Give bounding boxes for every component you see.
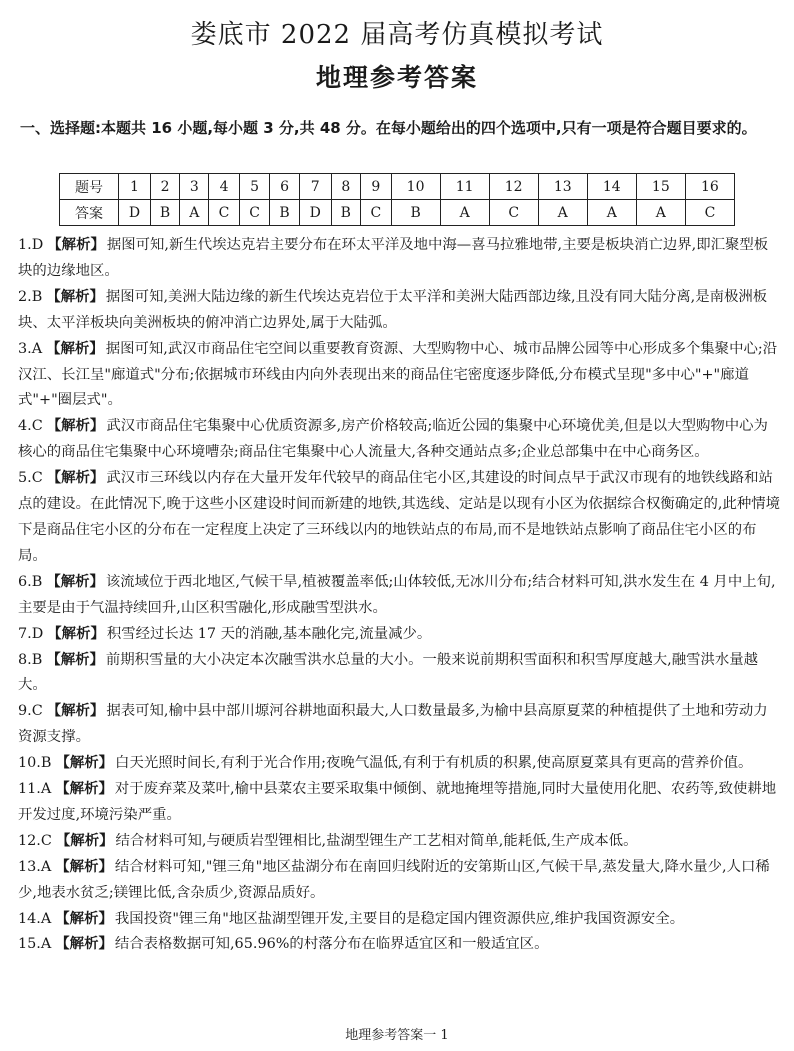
item-text: 据图可知,武汉市商品住宅空间以重要教育资源、大型购物中心、城市品牌公园等中心形成多个集聚中心;沿汉江、长江呈"廊道式"分布;依据城市环线由内向外表现出来的商品住宅密度逐步降低,分布模式呈现"多中心"+"廊道式"+"圈层式"。 <box>18 340 778 409</box>
answer-table <box>59 173 735 226</box>
question-number: 3 <box>180 174 209 200</box>
analysis-tag: 【解析】 <box>47 625 105 642</box>
item-text: 该流域位于西北地区,气候干旱,植被覆盖率低;山体较低,无冰川分布;结合材料可知,洪水发生在 4 月中上旬,主要是由于气温持续回升,山区积雪融化,形成融雪型洪水。 <box>18 573 776 616</box>
analysis-tag: 【解析】 <box>55 858 113 875</box>
explanation-item <box>18 570 782 622</box>
analysis-tag: 【解析】 <box>55 936 113 953</box>
answer-cell: D <box>119 200 151 226</box>
question-number: 5 <box>239 174 270 200</box>
analysis-tag: 【解析】 <box>55 832 114 849</box>
item-text: 武汉市三环线以内存在大量开发年代较早的商品住宅小区,其建设的时间点早于武汉市现有的地铁线路和站点的建设。在此情况下,晚于这些小区建设时间而新建的地铁,其选线、定站是以现有小区为依据综合权衡确定的,此种情境下是商品住宅小区的分布在一定程度上决定了三环线以内的地铁站点的布局,而不是地铁站点影响了商品住宅小区的布局。 <box>18 470 781 564</box>
explanation-item <box>18 777 782 829</box>
item-answer: 3.A <box>18 340 43 357</box>
answer-key-title: 地理参考答案 <box>315 63 478 92</box>
item-text: 据表可知,榆中县中部川塬河谷耕地面积最大,人口数量最多,为榆中县高原夏菜的种植提供了土地和劳动力资源支撑。 <box>18 703 768 746</box>
item-answer: 8.B <box>18 651 43 668</box>
row-label-question: 题号 <box>60 174 119 200</box>
item-text: 据图可知,美洲大陆边缘的新生代埃达克岩位于太平洋和美洲大陆西部边缘,且没有同大陆分离,是南极洲板块、太平洋板块向美洲板块的俯冲消亡边界处,属于大陆弧。 <box>18 288 768 331</box>
question-number-row <box>60 174 735 200</box>
question-number: 14 <box>587 174 636 200</box>
explanation-item <box>18 233 782 285</box>
answer-cell: B <box>150 200 179 226</box>
item-text: 积雪经过长达 17 天的消融,基本融化完,流量减少。 <box>106 625 432 642</box>
answer-cell: B <box>270 200 299 226</box>
section-instruction: 一、选择题:本题共 16 小题,每小题 3 分,共 48 分。在每小题给出的四个选项中,只有一项是符合题目要求的。 <box>20 119 757 137</box>
item-text: 武汉市商品住宅集聚中心优质资源多,房产价格较高;临近公园的集聚中心环境优美,但是以大型购物中心为核心的商品住宅集聚中心环境嘈杂;商品住宅集聚中心人流量大,各种交通站点多;企业总部集中在中心商务区。 <box>18 418 768 461</box>
item-answer: 1.D <box>18 237 44 253</box>
item-text: 据图可知,新生代埃达克岩主要分布在环太平洋及地中海—喜马拉雅地带,主要是板块消亡边界,即汇聚型板块的边缘地区。 <box>18 237 769 279</box>
explanation-item <box>18 699 782 751</box>
item-answer: 2.B <box>18 288 43 305</box>
item-answer: 7.D <box>18 625 44 642</box>
analysis-tag: 【解析】 <box>46 703 105 720</box>
item-text: 结合材料可知,"锂三角"地区盐湖分布在南回归线附近的安第斯山区,气候干旱,蒸发量大,降水量少,人口稀少,地表水贫乏;镁锂比低,含杂质少,资源品质好。 <box>18 858 770 901</box>
question-number: 2 <box>150 174 179 200</box>
question-number: 13 <box>538 174 587 200</box>
analysis-tag: 【解析】 <box>46 288 104 305</box>
question-number: 12 <box>489 174 538 200</box>
item-answer: 13.A <box>18 858 52 875</box>
answer-cell: A <box>587 200 636 226</box>
item-text: 结合材料可知,与硬质岩型锂相比,盐湖型锂生产工艺相对简单,能耗低,生产成本低。 <box>115 832 638 849</box>
item-answer: 4.C <box>18 418 43 435</box>
question-number: 16 <box>685 174 734 200</box>
explanation-item <box>18 466 782 570</box>
explanation-list <box>18 233 782 958</box>
question-number: 11 <box>440 174 489 200</box>
analysis-tag: 【解析】 <box>46 340 104 357</box>
analysis-tag: 【解析】 <box>46 573 104 590</box>
item-answer: 14.A <box>18 910 52 927</box>
answer-cell: A <box>440 200 489 226</box>
question-number: 4 <box>209 174 240 200</box>
item-text: 白天光照时间长,有利于光合作用;夜晚气温低,有利于有机质的积累,使高原夏菜具有更高的营养价值。 <box>115 755 753 772</box>
answer-cell: C <box>209 200 240 226</box>
analysis-tag: 【解析】 <box>55 910 113 927</box>
answer-cell: C <box>489 200 538 226</box>
answer-cell: A <box>538 200 587 226</box>
analysis-tag: 【解析】 <box>55 781 113 798</box>
exam-title: 娄底市 2022 届高考仿真模拟考试 <box>190 20 604 50</box>
item-text: 对于废弃菜及菜叶,榆中县菜农主要采取集中倾倒、就地掩埋等措施,同时大量使用化肥、农药等,致使耕地开发过度,环境污染严重。 <box>18 781 777 823</box>
item-answer: 10.B <box>18 755 52 772</box>
item-answer: 5.C <box>18 470 43 487</box>
explanation-item <box>18 337 782 415</box>
analysis-tag: 【解析】 <box>46 651 104 668</box>
item-text: 前期积雪量的大小决定本次融雪洪水总量的大小。一般来说前期积雪面积和积雪厚度越大,融雪洪水量越大。 <box>18 651 759 694</box>
question-number: 10 <box>391 174 440 200</box>
item-text: 结合表格数据可知,65.96%的村落分布在临界适宜区和一般适宜区。 <box>114 936 549 953</box>
answer-cell: A <box>180 200 209 226</box>
explanation-item <box>18 829 782 855</box>
explanation-item <box>18 907 782 933</box>
question-number: 7 <box>299 174 331 200</box>
question-number: 1 <box>119 174 151 200</box>
item-text: 我国投资"锂三角"地区盐湖型锂开发,主要目的是稳定国内锂资源供应,维护我国资源安全。 <box>114 910 685 927</box>
item-answer: 12.C <box>18 832 52 849</box>
answer-cell: D <box>299 200 331 226</box>
page-footer: 地理参考答案一 1 <box>345 1028 449 1043</box>
explanation-item <box>18 285 782 337</box>
item-answer: 11.A <box>18 781 52 798</box>
question-number: 8 <box>331 174 360 200</box>
answer-cell: C <box>361 200 392 226</box>
answer-cell: C <box>239 200 270 226</box>
question-number: 15 <box>636 174 685 200</box>
analysis-tag: 【解析】 <box>46 470 105 487</box>
answer-cell: A <box>636 200 685 226</box>
explanation-item <box>18 648 782 700</box>
explanation-item <box>18 751 782 777</box>
item-answer: 9.C <box>18 703 43 720</box>
question-number: 9 <box>361 174 392 200</box>
item-answer: 6.B <box>18 573 43 590</box>
explanation-item <box>18 932 782 958</box>
analysis-tag: 【解析】 <box>55 755 114 772</box>
row-label-answer: 答案 <box>60 200 119 226</box>
explanation-item <box>18 414 782 466</box>
answer-cell: C <box>685 200 734 226</box>
question-number: 6 <box>270 174 299 200</box>
analysis-tag: 【解析】 <box>46 418 105 435</box>
explanation-item <box>18 622 782 648</box>
analysis-tag: 【解析】 <box>47 237 105 253</box>
explanation-item <box>18 855 782 907</box>
answer-cell: B <box>331 200 360 226</box>
answer-row <box>60 200 735 226</box>
answer-cell: B <box>391 200 440 226</box>
item-answer: 15.A <box>18 936 52 953</box>
